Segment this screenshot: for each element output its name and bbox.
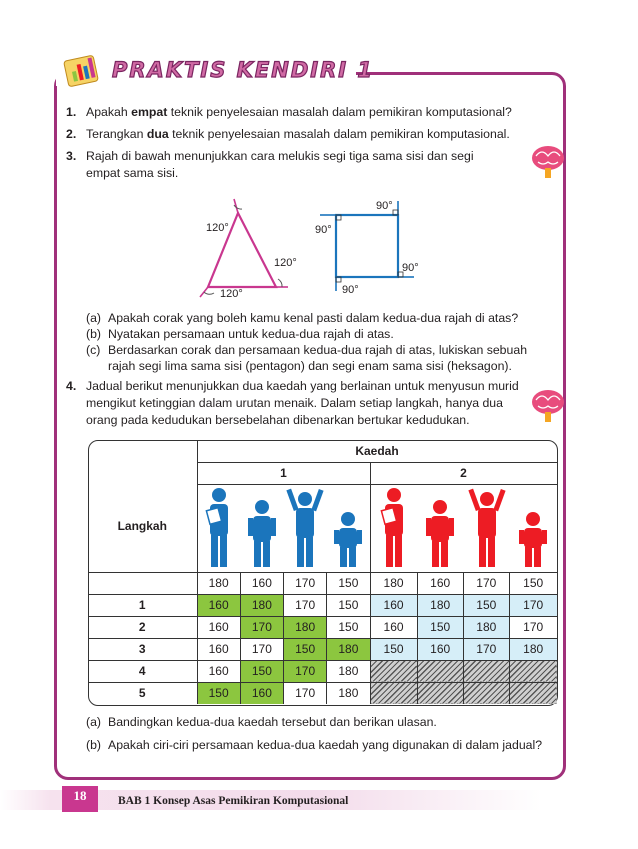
question-text: Rajah di bawah menunjukkan cara melukis segi tiga sama sisi dan segi empat sama sisi.: [86, 149, 474, 180]
initial-cell: 160: [417, 572, 463, 594]
page-number: 18: [62, 786, 98, 812]
table-cell: 180: [509, 638, 556, 660]
table-cell: 170: [509, 616, 556, 638]
table-cell: 150: [327, 594, 370, 616]
table-header: Kaedah: [197, 440, 557, 462]
table-cell: 150: [417, 616, 463, 638]
table-row: [88, 616, 557, 638]
chapter-title: BAB 1 Konsep Asas Pemikiran Komputasional: [118, 795, 349, 807]
table-row: [88, 594, 557, 616]
red-students-icon: [371, 485, 557, 569]
sub-label: (b): [86, 327, 102, 341]
method-1-students: [197, 484, 370, 572]
table-cell: 170: [240, 638, 283, 660]
question-text: Apakah: [86, 105, 132, 119]
q4-sub-a: [86, 714, 546, 730]
table-cell: 170: [463, 638, 509, 660]
chart-book-icon: [62, 52, 106, 88]
table-cell: 160: [240, 682, 283, 704]
table-cell: 160: [197, 660, 240, 682]
initial-cell: 170: [463, 572, 509, 594]
table-cell: 150: [197, 682, 240, 704]
sub-text: Apakah ciri-ciri persamaan kedua-dua kaedah yang digunakan di dalam jadual?: [108, 738, 543, 752]
initial-cell: 150: [327, 572, 370, 594]
question-keyword: dua: [146, 127, 169, 141]
sub-text: Bandingkan kedua-dua kaedah tersebut dan berikan ulasan.: [108, 715, 437, 729]
table-cell: 150: [240, 660, 283, 682]
angle-label: 90°: [376, 200, 393, 212]
q4-sub-b: [86, 737, 546, 753]
table-cell: 150: [327, 616, 370, 638]
shapes-diagram: [190, 195, 440, 305]
question-2: [66, 126, 546, 143]
initial-cell: 150: [509, 572, 556, 594]
table-cell: 160: [197, 638, 240, 660]
table-cell: 170: [284, 660, 327, 682]
angle-label: 90°: [402, 262, 419, 274]
question-number: 4.: [66, 379, 77, 393]
blue-students-icon: [198, 485, 370, 569]
table-cell: 180: [240, 594, 283, 616]
table-cell: 180: [463, 616, 509, 638]
hatched-cell: [509, 660, 556, 682]
initial-cell: 170: [284, 572, 327, 594]
initial-cell: 160: [240, 572, 283, 594]
table-cell: 160: [417, 638, 463, 660]
section-title: PRAKTIS KENDIRI 1: [112, 58, 375, 82]
step-label: 4: [88, 660, 197, 682]
sub-label: (a): [86, 715, 102, 729]
question-text: teknik penyelesaian masalah dalam pemikiran komputasional.: [168, 127, 510, 141]
hatched-cell: [417, 660, 463, 682]
question-text: Jadual berikut menunjukkan dua kaedah yang berlainan untuk menyusun murid mengikut ketinggian dalam urutan menaik. Dalam setiap langkah, hanya dua orang pada kedudukan bersebelahan dibenarkan bertukar kedudukan.: [86, 379, 519, 427]
row-header: Langkah: [88, 440, 197, 572]
table-cell: 150: [370, 638, 417, 660]
table-cell: 180: [327, 660, 370, 682]
table-row: [88, 638, 557, 660]
question-number: 3.: [66, 149, 77, 163]
step-label: 2: [88, 616, 197, 638]
method-1-header: 1: [197, 462, 370, 484]
table-cell: 170: [240, 616, 283, 638]
table-cell: 150: [284, 638, 327, 660]
hatched-cell: [463, 660, 509, 682]
step-label: 1: [88, 594, 197, 616]
empty-cell: [88, 572, 197, 594]
table-cell: 180: [327, 638, 370, 660]
initial-cell: 180: [370, 572, 417, 594]
sub-label: (a): [86, 311, 102, 325]
sub-text: Apakah corak yang boleh kamu kenal pasti dalam kedua-dua rajah di atas?: [108, 311, 519, 325]
brain-icon: [528, 386, 568, 426]
table-row: [88, 682, 557, 704]
table-cell: 180: [417, 594, 463, 616]
step-label: 3: [88, 638, 197, 660]
table-cell: 180: [327, 682, 370, 704]
table-cell: 160: [197, 616, 240, 638]
angle-label: 120°: [274, 257, 297, 269]
angle-label: 120°: [220, 288, 243, 300]
methods-table: [88, 440, 557, 704]
table-cell: 160: [370, 616, 417, 638]
hatched-cell: [509, 682, 556, 704]
table-cell: 160: [197, 594, 240, 616]
table-cell: 170: [509, 594, 556, 616]
method-2-students: [370, 484, 557, 572]
sub-label: (b): [86, 738, 102, 752]
question-1: [66, 104, 546, 121]
method-2-header: 2: [370, 462, 557, 484]
q3-sub-b: [86, 326, 546, 342]
hatched-cell: [463, 682, 509, 704]
table-cell: 170: [284, 682, 327, 704]
question-keyword: empat: [131, 105, 168, 119]
hatched-cell: [370, 682, 417, 704]
question-3: [66, 148, 536, 182]
angle-label: 120°: [206, 222, 229, 234]
square-diagram: [315, 200, 419, 296]
hatched-cell: [370, 660, 417, 682]
angle-label: 90°: [315, 224, 332, 236]
question-number: 2.: [66, 127, 77, 141]
table-cell: 150: [463, 594, 509, 616]
table-cell: 170: [284, 594, 327, 616]
brain-icon: [528, 142, 568, 182]
table-cell: 180: [284, 616, 327, 638]
q3-sub-c: [86, 342, 546, 374]
hatched-cell: [417, 682, 463, 704]
table-row: [88, 660, 557, 682]
triangle-diagram: [200, 199, 297, 300]
question-4: [66, 378, 536, 429]
question-text: teknik penyelesaian masalah dalam pemikiran komputasional?: [167, 105, 512, 119]
sub-text: Nyatakan persamaan untuk kedua-dua rajah di atas.: [108, 327, 394, 341]
sub-label: (c): [86, 343, 101, 357]
question-number: 1.: [66, 105, 77, 119]
section-header: [62, 52, 374, 88]
sub-text: Berdasarkan corak dan persamaan kedua-dua rajah di atas, lukiskan sebuah rajah segi lima sama sisi (pentagon) dan segi enam sama sisi (heksagon).: [108, 343, 528, 373]
q3-sub-a: [86, 310, 546, 326]
question-text: Terangkan: [86, 127, 147, 141]
table-cell: 160: [370, 594, 417, 616]
angle-label: 90°: [342, 284, 359, 296]
initial-cell: 180: [197, 572, 240, 594]
step-label: 5: [88, 682, 197, 704]
